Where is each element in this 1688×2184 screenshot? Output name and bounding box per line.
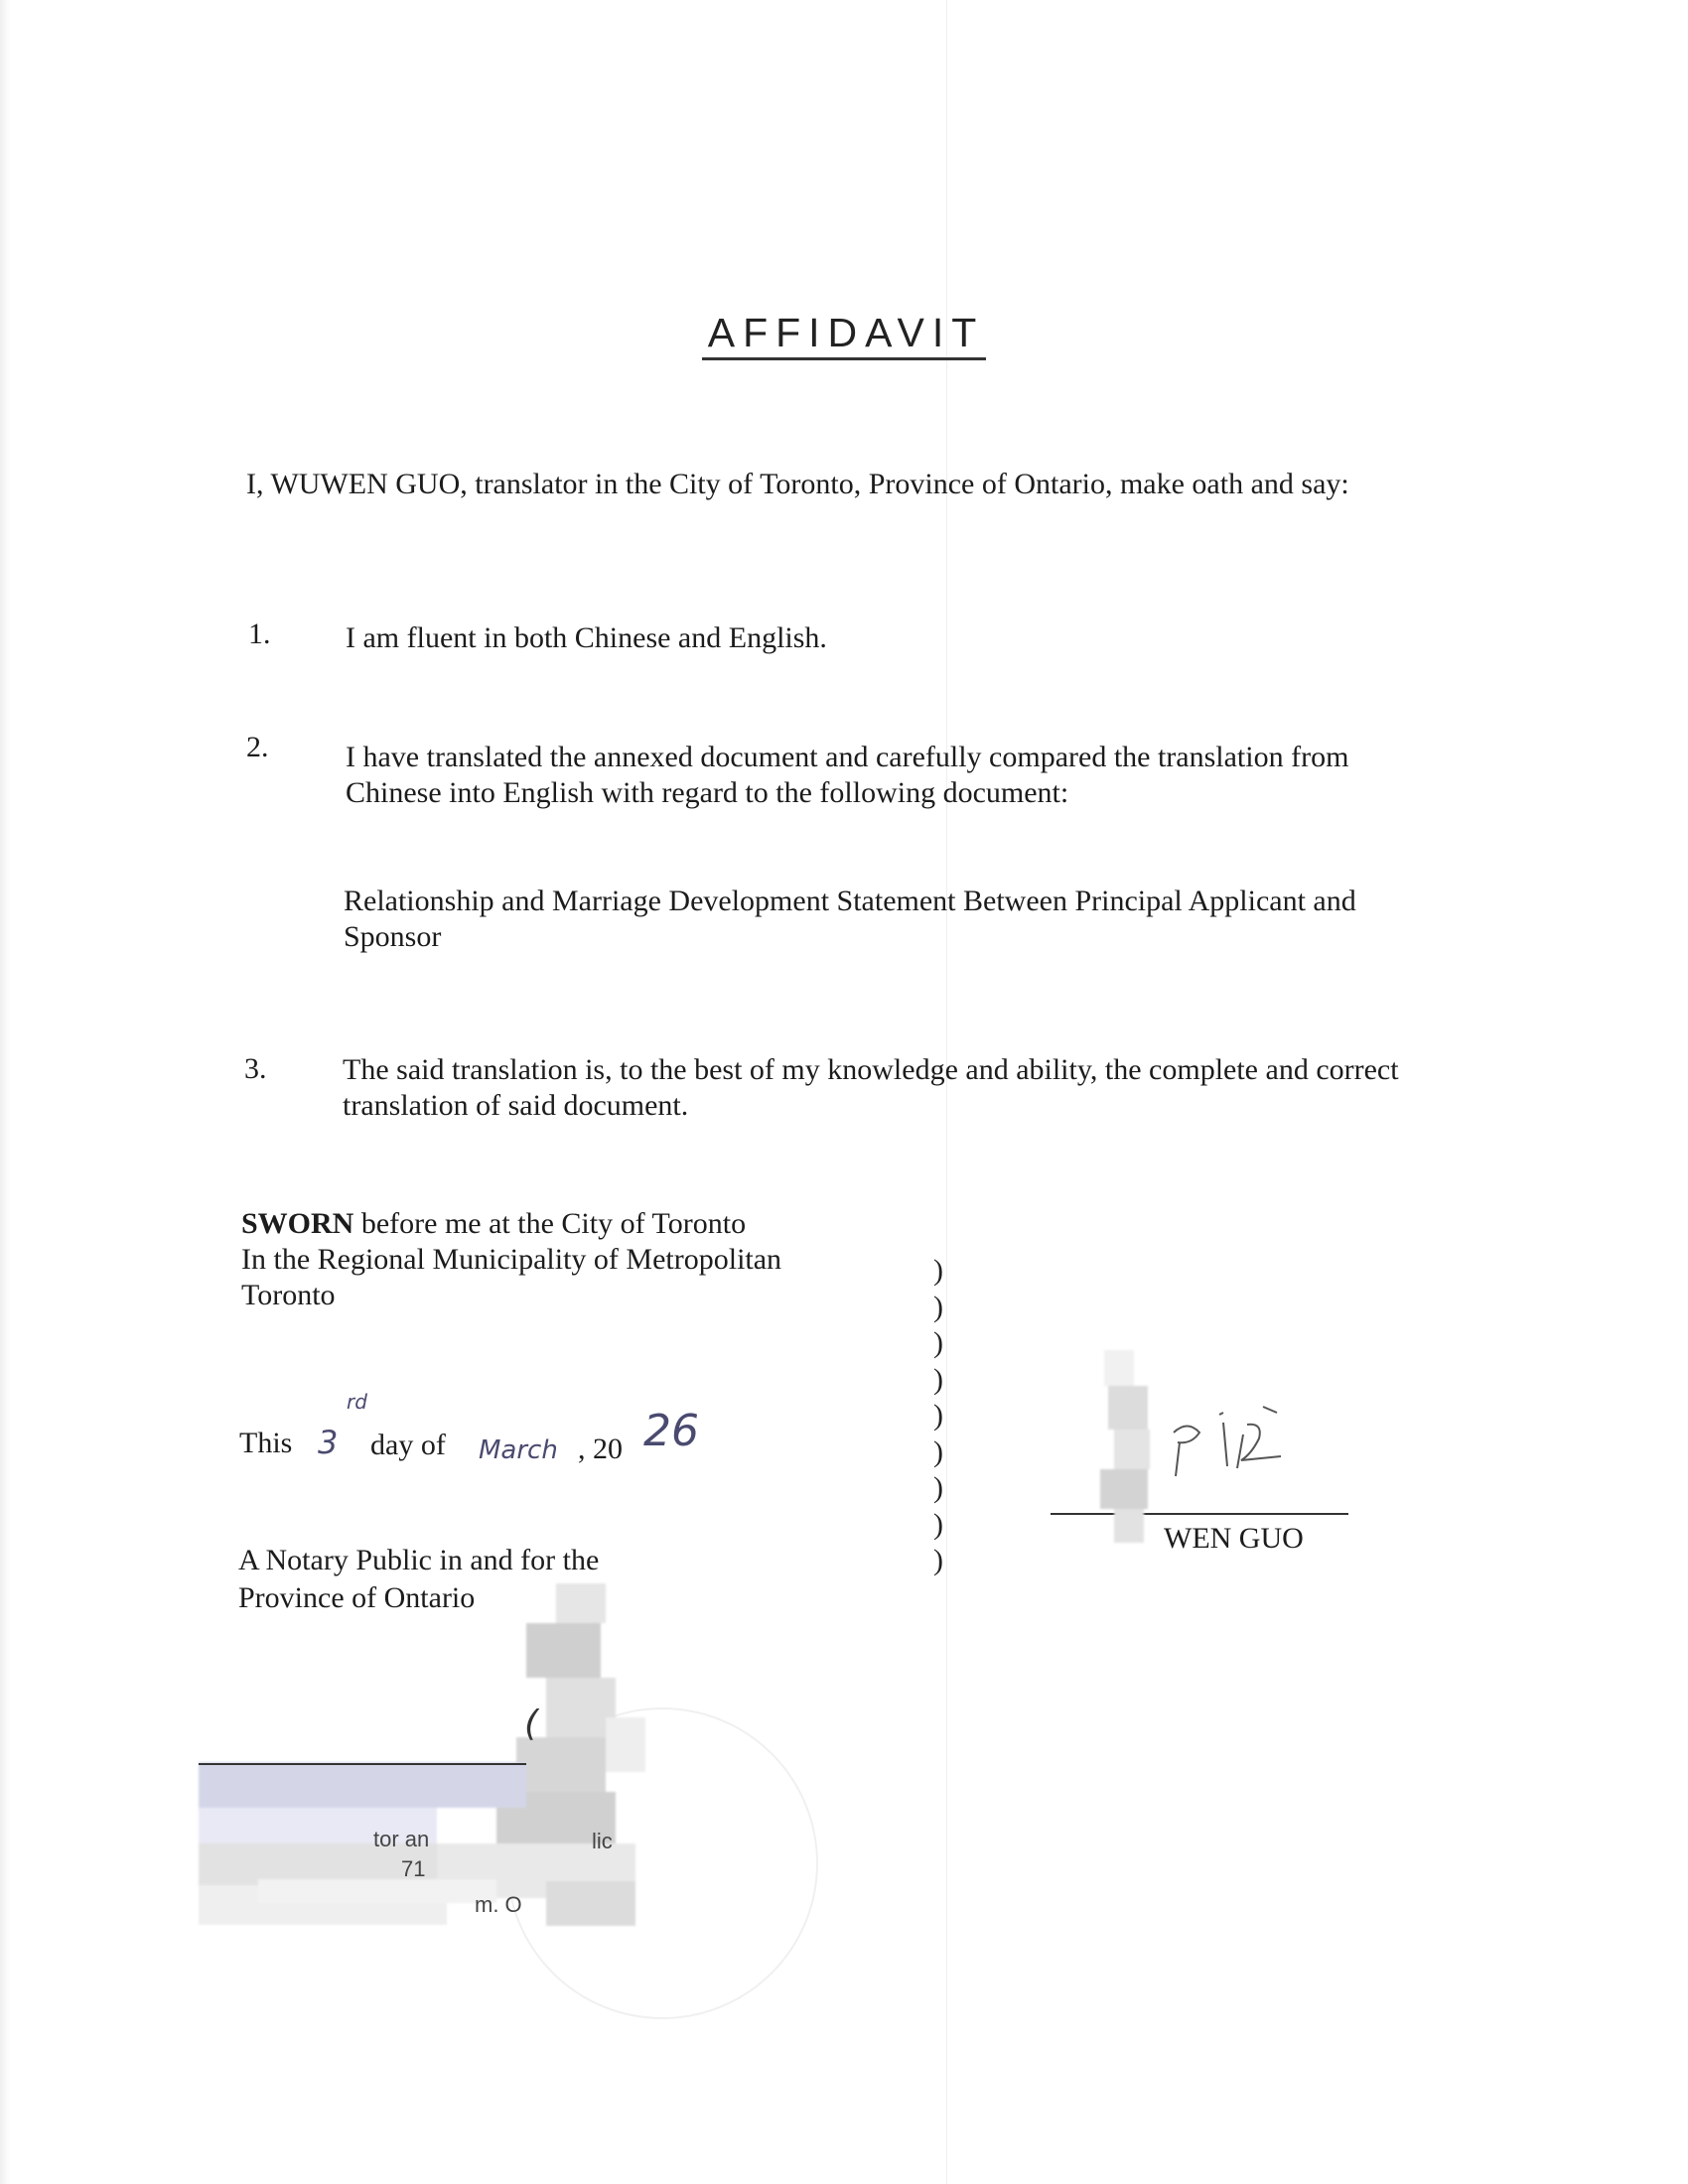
date-this-label: This (239, 1427, 293, 1459)
date-year-prefix: , 20 (578, 1433, 623, 1465)
bracket: ) (933, 1544, 943, 1576)
sworn-line-2: In the Regional Municipality of Metropolitan (241, 1243, 782, 1276)
stamp-fragment-1b: lic (592, 1829, 613, 1853)
handwritten-day: 3 (318, 1424, 339, 1461)
signature-line (1051, 1513, 1348, 1515)
item-1-text: I am fluent in both Chinese and English. (346, 621, 827, 654)
handwritten-month: March (479, 1435, 558, 1465)
stamp-fragment-3: m. O (475, 1892, 522, 1917)
sworn-block (241, 1206, 936, 1313)
document-title: AFFIDAVIT (0, 310, 1688, 356)
bracket: ) (933, 1290, 943, 1323)
notary-line-1: A Notary Public in and for the (238, 1544, 600, 1576)
bracket: ) (933, 1399, 943, 1432)
bracket: ) (933, 1362, 943, 1396)
bracket: ) (933, 1471, 943, 1504)
sworn-line-3: Toronto (241, 1279, 336, 1311)
signatory-name: WEN GUO (1164, 1522, 1304, 1555)
handwritten-year: 26 (643, 1406, 699, 1456)
item-3-number: 3. (244, 1052, 267, 1085)
stamp-fragment-2: 71 (401, 1856, 426, 1881)
annexed-document-name: Relationship and Marriage Development Statement Between Principal Applicant and Sponsor (344, 885, 1356, 953)
notary-line-2: Province of Ontario (238, 1581, 476, 1614)
bracket: ) (933, 1434, 943, 1468)
bracket: ) (933, 1254, 943, 1287)
item-2-number: 2. (246, 731, 269, 763)
sworn-line-1: SWORN before me at the City of Toronto (241, 1207, 747, 1240)
stamp-fragment-1a: tor an (373, 1827, 430, 1851)
bracket-column (933, 1253, 953, 1579)
signature-redaction (1100, 1350, 1156, 1549)
item-2-text: I have translated the annexed document and carefully compared the translation from Chinese into English with regard to the following document: (346, 741, 1349, 809)
bracket: ) (933, 1326, 943, 1359)
item-1-number: 1. (248, 617, 271, 650)
notary-signature-redaction (199, 1583, 675, 1931)
handwritten-day-suffix: rd (347, 1390, 367, 1414)
item-3-text: The said translation is, to the best of my knowledge and ability, the complete and correct translation of said document. (343, 1053, 1399, 1122)
notary-signature-line (199, 1763, 526, 1765)
date-day-of-label: day of (370, 1429, 446, 1461)
bracket: ) (933, 1507, 943, 1541)
notary-signature-stroke: ( (524, 1704, 539, 1744)
intro-paragraph: I, WUWEN GUO, translator in the City of Toronto, Province of Ontario, make oath and say: (246, 468, 1349, 500)
